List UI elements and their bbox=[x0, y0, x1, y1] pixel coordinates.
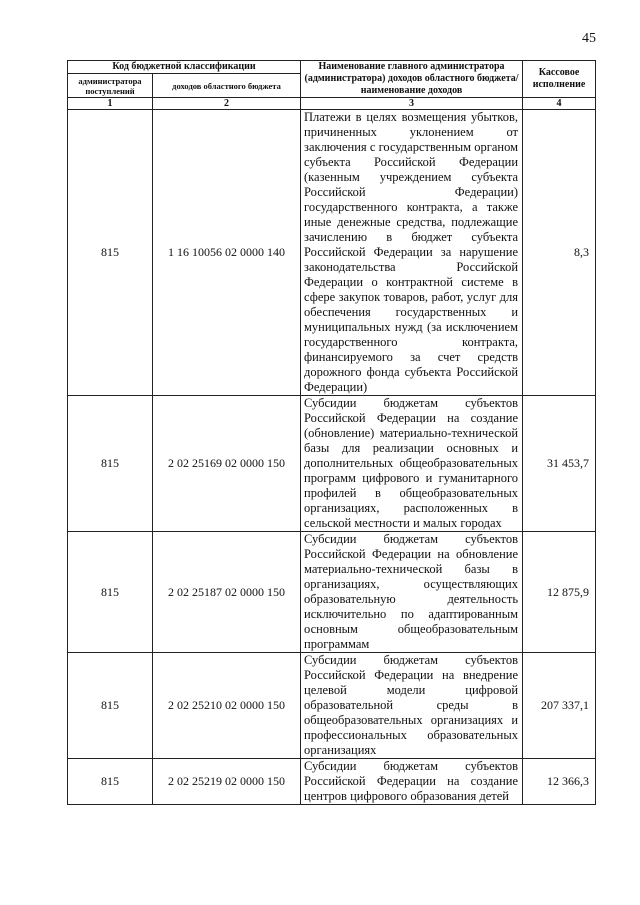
table-row bbox=[68, 532, 596, 653]
admin-code: 815 bbox=[68, 532, 153, 653]
amount: 12 875,9 bbox=[523, 532, 596, 653]
amount: 31 453,7 bbox=[523, 396, 596, 532]
amount: 207 337,1 bbox=[523, 653, 596, 759]
income-name: Субсидии бюджетам субъектов Российской Федерации на обновление материально-технической базы в организациях, осуществляющих образовательную деятельность исключительно по адаптированным основным общеобразовательным программам bbox=[301, 532, 523, 653]
table-row bbox=[68, 396, 596, 532]
column-number: 3 bbox=[301, 98, 523, 110]
amount-column-header: Кассовое исполнение bbox=[523, 61, 596, 98]
amount: 12 366,3 bbox=[523, 759, 596, 805]
admin-code: 815 bbox=[68, 759, 153, 805]
column-number: 2 bbox=[153, 98, 301, 110]
name-column-header: Наименование главного администратора (администратора) доходов областного бюджета/ наименование доходов bbox=[301, 61, 523, 98]
income-code: 2 02 25210 02 0000 150 bbox=[153, 653, 301, 759]
page-number: 45 bbox=[582, 31, 596, 46]
income-code: 2 02 25187 02 0000 150 bbox=[153, 532, 301, 653]
table-row bbox=[68, 759, 596, 805]
income-code: 2 02 25169 02 0000 150 bbox=[153, 396, 301, 532]
admin-code: 815 bbox=[68, 653, 153, 759]
column-number: 4 bbox=[523, 98, 596, 110]
column-number: 1 bbox=[68, 98, 153, 110]
column-number-row bbox=[68, 98, 596, 110]
table-row bbox=[68, 653, 596, 759]
income-name: Субсидии бюджетам субъектов Российской Федерации на внедрение целевой модели цифровой образовательной среды в общеобразовательных организациях и профессиональных образовательных организациях bbox=[301, 653, 523, 759]
income-code: 2 02 25219 02 0000 150 bbox=[153, 759, 301, 805]
amount: 8,3 bbox=[523, 110, 596, 396]
admin-column-header: администратора поступлений bbox=[68, 74, 153, 98]
income-name: Субсидии бюджетам субъектов Российской Федерации на создание (обновление) материально-технической базы для реализации основных и дополнительных общеобразовательных программ цифрового и гуманитарного профилей в общеобразовательных организациях, расположенных в сельской местности и малых городах bbox=[301, 396, 523, 532]
admin-code: 815 bbox=[68, 110, 153, 396]
income-name: Субсидии бюджетам субъектов Российской Федерации на создание центров цифрового образования детей bbox=[301, 759, 523, 805]
budget-table bbox=[67, 60, 596, 805]
income-name: Платежи в целях возмещения убытков, причиненных уклонением от заключения с государственным органом субъекта Российской Федерации (казенным учреждением субъекта Российской Федерации) государственного контракта, а также иные денежные средства, подлежащие зачислению в бюджет субъекта Российской Федерации за нарушение законодательства Российской Федерации о контрактной системе в сфере закупок товаров, работ, услуг для обеспечения государственных и муниципальных нужд (за исключением государственного контракта, финансируемого за счет средств дорожного фонда субъекта Российской Федерации) bbox=[301, 110, 523, 396]
income-column-header: доходов областного бюджета bbox=[153, 74, 301, 98]
table-row bbox=[68, 110, 596, 396]
admin-code: 815 bbox=[68, 396, 153, 532]
kbk-group-header: Код бюджетной классификации bbox=[68, 61, 301, 74]
income-code: 1 16 10056 02 0000 140 bbox=[153, 110, 301, 396]
